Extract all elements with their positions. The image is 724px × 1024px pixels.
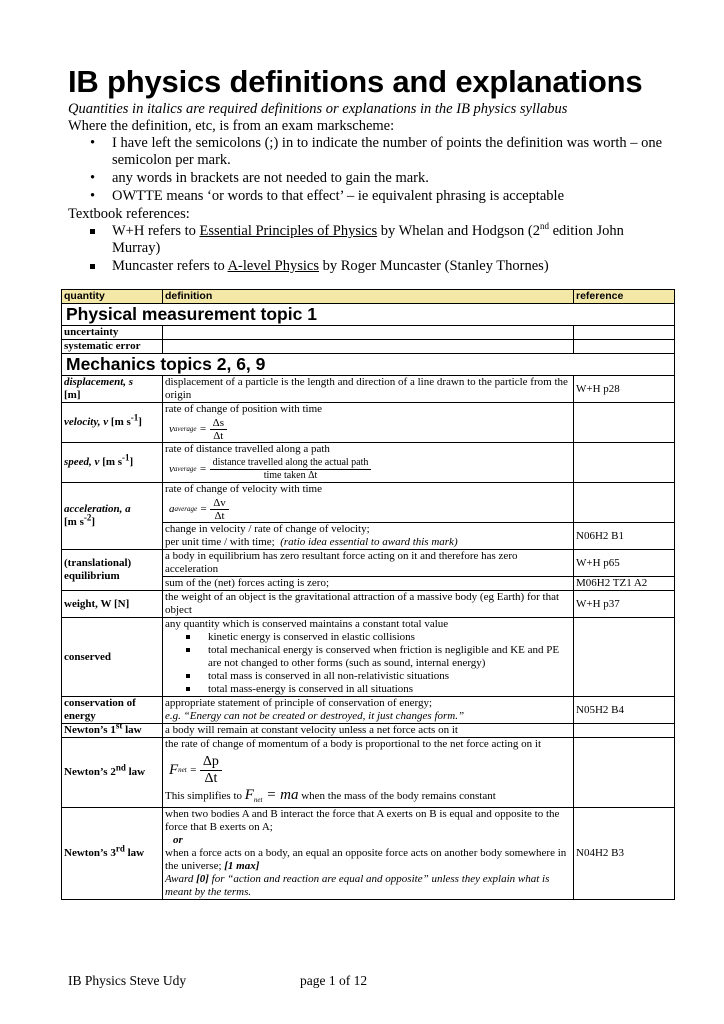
reference-cell: W+H p65 xyxy=(574,550,675,577)
definition-cell: sum of the (net) forces acting is zero; xyxy=(163,577,574,591)
header-reference: reference xyxy=(574,290,675,304)
section-title: Physical measurement topic 1 xyxy=(62,304,675,326)
textbook-heading: Textbook references: xyxy=(68,206,190,222)
table-row xyxy=(62,376,675,403)
table-row xyxy=(62,738,675,808)
definition-cell: rate of change of velocity with time a average = $\frac{\Delta v}{\Delta t}$ xyxy=(163,483,574,523)
equation: v average = $\frac{\text{distance travelled along the actual path}}{\text{time taken Δt}}$ xyxy=(165,456,571,482)
table-row xyxy=(62,403,675,443)
table-row xyxy=(62,483,675,523)
definition-cell: rate of distance travelled along a path v average = $\frac{\text{distance travelled along the actual path}}{\text{time taken Δt}}$ xyxy=(163,443,574,483)
header-definition: definition xyxy=(163,290,574,304)
quantity-cell: weight, W [N] xyxy=(62,591,163,618)
reference-cell: M06H2 TZ1 A2 xyxy=(574,577,675,591)
quantity-cell: Newton’s 2nd law xyxy=(62,738,163,808)
list-item: total mechanical energy is conserved when friction is negligible and KE and PE are not changed to other forms (such as sound, internal energy) xyxy=(165,644,571,670)
quantity-cell: displacement, s [m] xyxy=(62,376,163,403)
quantity-cell: conservation of energy xyxy=(62,697,163,724)
definition-cell: change in velocity / rate of change of velocity; per unit time / with time; (ratio idea essential to award this mark) xyxy=(163,523,574,550)
equation: F net = $\frac{\Delta p}{\Delta t}$ xyxy=(165,751,571,789)
reference-cell: N05H2 B4 xyxy=(574,697,675,724)
list-item: kinetic energy is conserved in elastic collisions xyxy=(165,631,571,644)
equation: a average = $\frac{\Delta v}{\Delta t}$ xyxy=(165,496,571,522)
definition-cell: a body in equilibrium has zero resultant force acting on it and therefore has zero acceleration xyxy=(163,550,574,577)
header-quantity: quantity xyxy=(62,290,163,304)
conserved-list xyxy=(165,631,571,696)
section-title: Mechanics topics 2, 6, 9 xyxy=(62,354,675,376)
definition-cell: rate of change of position with time v average = $\frac{\Delta s}{\Delta t}$ xyxy=(163,403,574,443)
quantity-cell: acceleration, a [m $s^{-2}$] xyxy=(62,483,163,550)
document-header xyxy=(68,64,674,276)
list-item: • I have left the semicolons (;) in to indicate the number of points the definition was worth – one semicolon per mark. xyxy=(68,135,674,169)
reference-cell: N06H2 B1 xyxy=(574,523,675,550)
book-title: Essential Principles of Physics xyxy=(199,223,378,239)
definition-cell: the rate of change of momentum of a body is proportional to the net force acting on it F net = $\frac{\Delta p}{\Delta t}$ This simplifies to $F_{net}$ = ma when the mass of the body remains constant xyxy=(163,738,574,808)
definition-cell: when two bodies A and B interact the force that A exerts on B is equal and opposite to the force that B exerts on A; or when a force acts on a body, an equal an opposite force acts on another body somewhere in the universe; [1 max] Award [0] for “action and reaction are equal and opposite” unless they explain what is meant by the terms. xyxy=(163,808,574,900)
table-row xyxy=(62,550,675,577)
list-item: • OWTTE means ‘or words to that effect’ – ie equivalent phrasing is acceptable xyxy=(68,188,674,205)
table-row xyxy=(62,618,675,697)
textbook-list xyxy=(68,223,674,275)
equation: v average = $\frac{\Delta s}{\Delta t}$ xyxy=(165,416,571,442)
table-row xyxy=(62,808,675,900)
table-header-row xyxy=(62,290,675,304)
definition-cell: a body will remain at constant velocity unless a net force acts on it xyxy=(163,724,574,738)
section-heading-row xyxy=(62,354,675,376)
definition-cell: the weight of an object is the gravitational attraction of a massive body (eg Earth) for that object xyxy=(163,591,574,618)
markscheme-list xyxy=(68,135,674,205)
list-item: total mass-energy is conserved in all situations xyxy=(165,683,571,696)
footer-page-number: page 1 of 12 xyxy=(300,973,368,988)
table-row xyxy=(62,724,675,738)
quantity-cell: systematic error xyxy=(62,340,163,354)
footer-author: IB Physics Steve Udy xyxy=(68,973,187,988)
book-title: A-level Physics xyxy=(227,258,319,274)
list-item: W+H refers to Essential Principles of Physics by Whelan and Hodgson (2nd edition John Murray) xyxy=(68,223,674,257)
quantity-cell: conserved xyxy=(62,618,163,697)
definition-cell: any quantity which is conserved maintains a constant total value kinetic energy is conserved in elastic collisions total mechanical energy is conserved when friction is negligible and KE and PE are not changed to other forms (such as sound, internal energy) total mass is conserved in all non-relativistic situations total mass-energy is conserved in all situations xyxy=(163,618,574,697)
table-row xyxy=(62,326,675,340)
table-row xyxy=(62,443,675,483)
quantity-cell: uncertainty xyxy=(62,326,163,340)
definitions-table xyxy=(61,289,675,900)
table-row xyxy=(62,340,675,354)
list-item: total mass is conserved in all non-relativistic situations xyxy=(165,670,571,683)
definition-cell: displacement of a particle is the length and direction of a line drawn to the particle from the origin xyxy=(163,376,574,403)
reference-cell: W+H p28 xyxy=(574,376,675,403)
definition-cell: appropriate statement of principle of conservation of energy; e.g. “Energy can not be created or destroyed, it just changes form.” xyxy=(163,697,574,724)
list-item: • any words in brackets are not needed to gain the mark. xyxy=(68,170,674,187)
table-row xyxy=(62,697,675,724)
quantity-cell: velocity, v [m $s^{-1}$] xyxy=(62,403,163,443)
quantity-cell: Newton’s 1st law xyxy=(62,724,163,738)
list-item: Muncaster refers to A-level Physics by Roger Muncaster (Stanley Thornes) xyxy=(68,258,674,275)
quantity-cell: (translational) equilibrium xyxy=(62,550,163,591)
table-row xyxy=(62,591,675,618)
reference-cell: N04H2 B3 xyxy=(574,808,675,900)
reference-cell: W+H p37 xyxy=(574,591,675,618)
intro-text: Where the definition, etc, is from an exam markscheme: xyxy=(68,118,395,134)
quantity-cell: Newton’s 3rd law xyxy=(62,808,163,900)
quantity-cell: speed, v [m $s^{-1}$] xyxy=(62,443,163,483)
subtitle: Quantities in italics are required definitions or explanations in the IB physics syllabus xyxy=(68,101,568,117)
section-heading-row xyxy=(62,304,675,326)
page-title: IB physics definitions and explanations xyxy=(68,64,643,99)
